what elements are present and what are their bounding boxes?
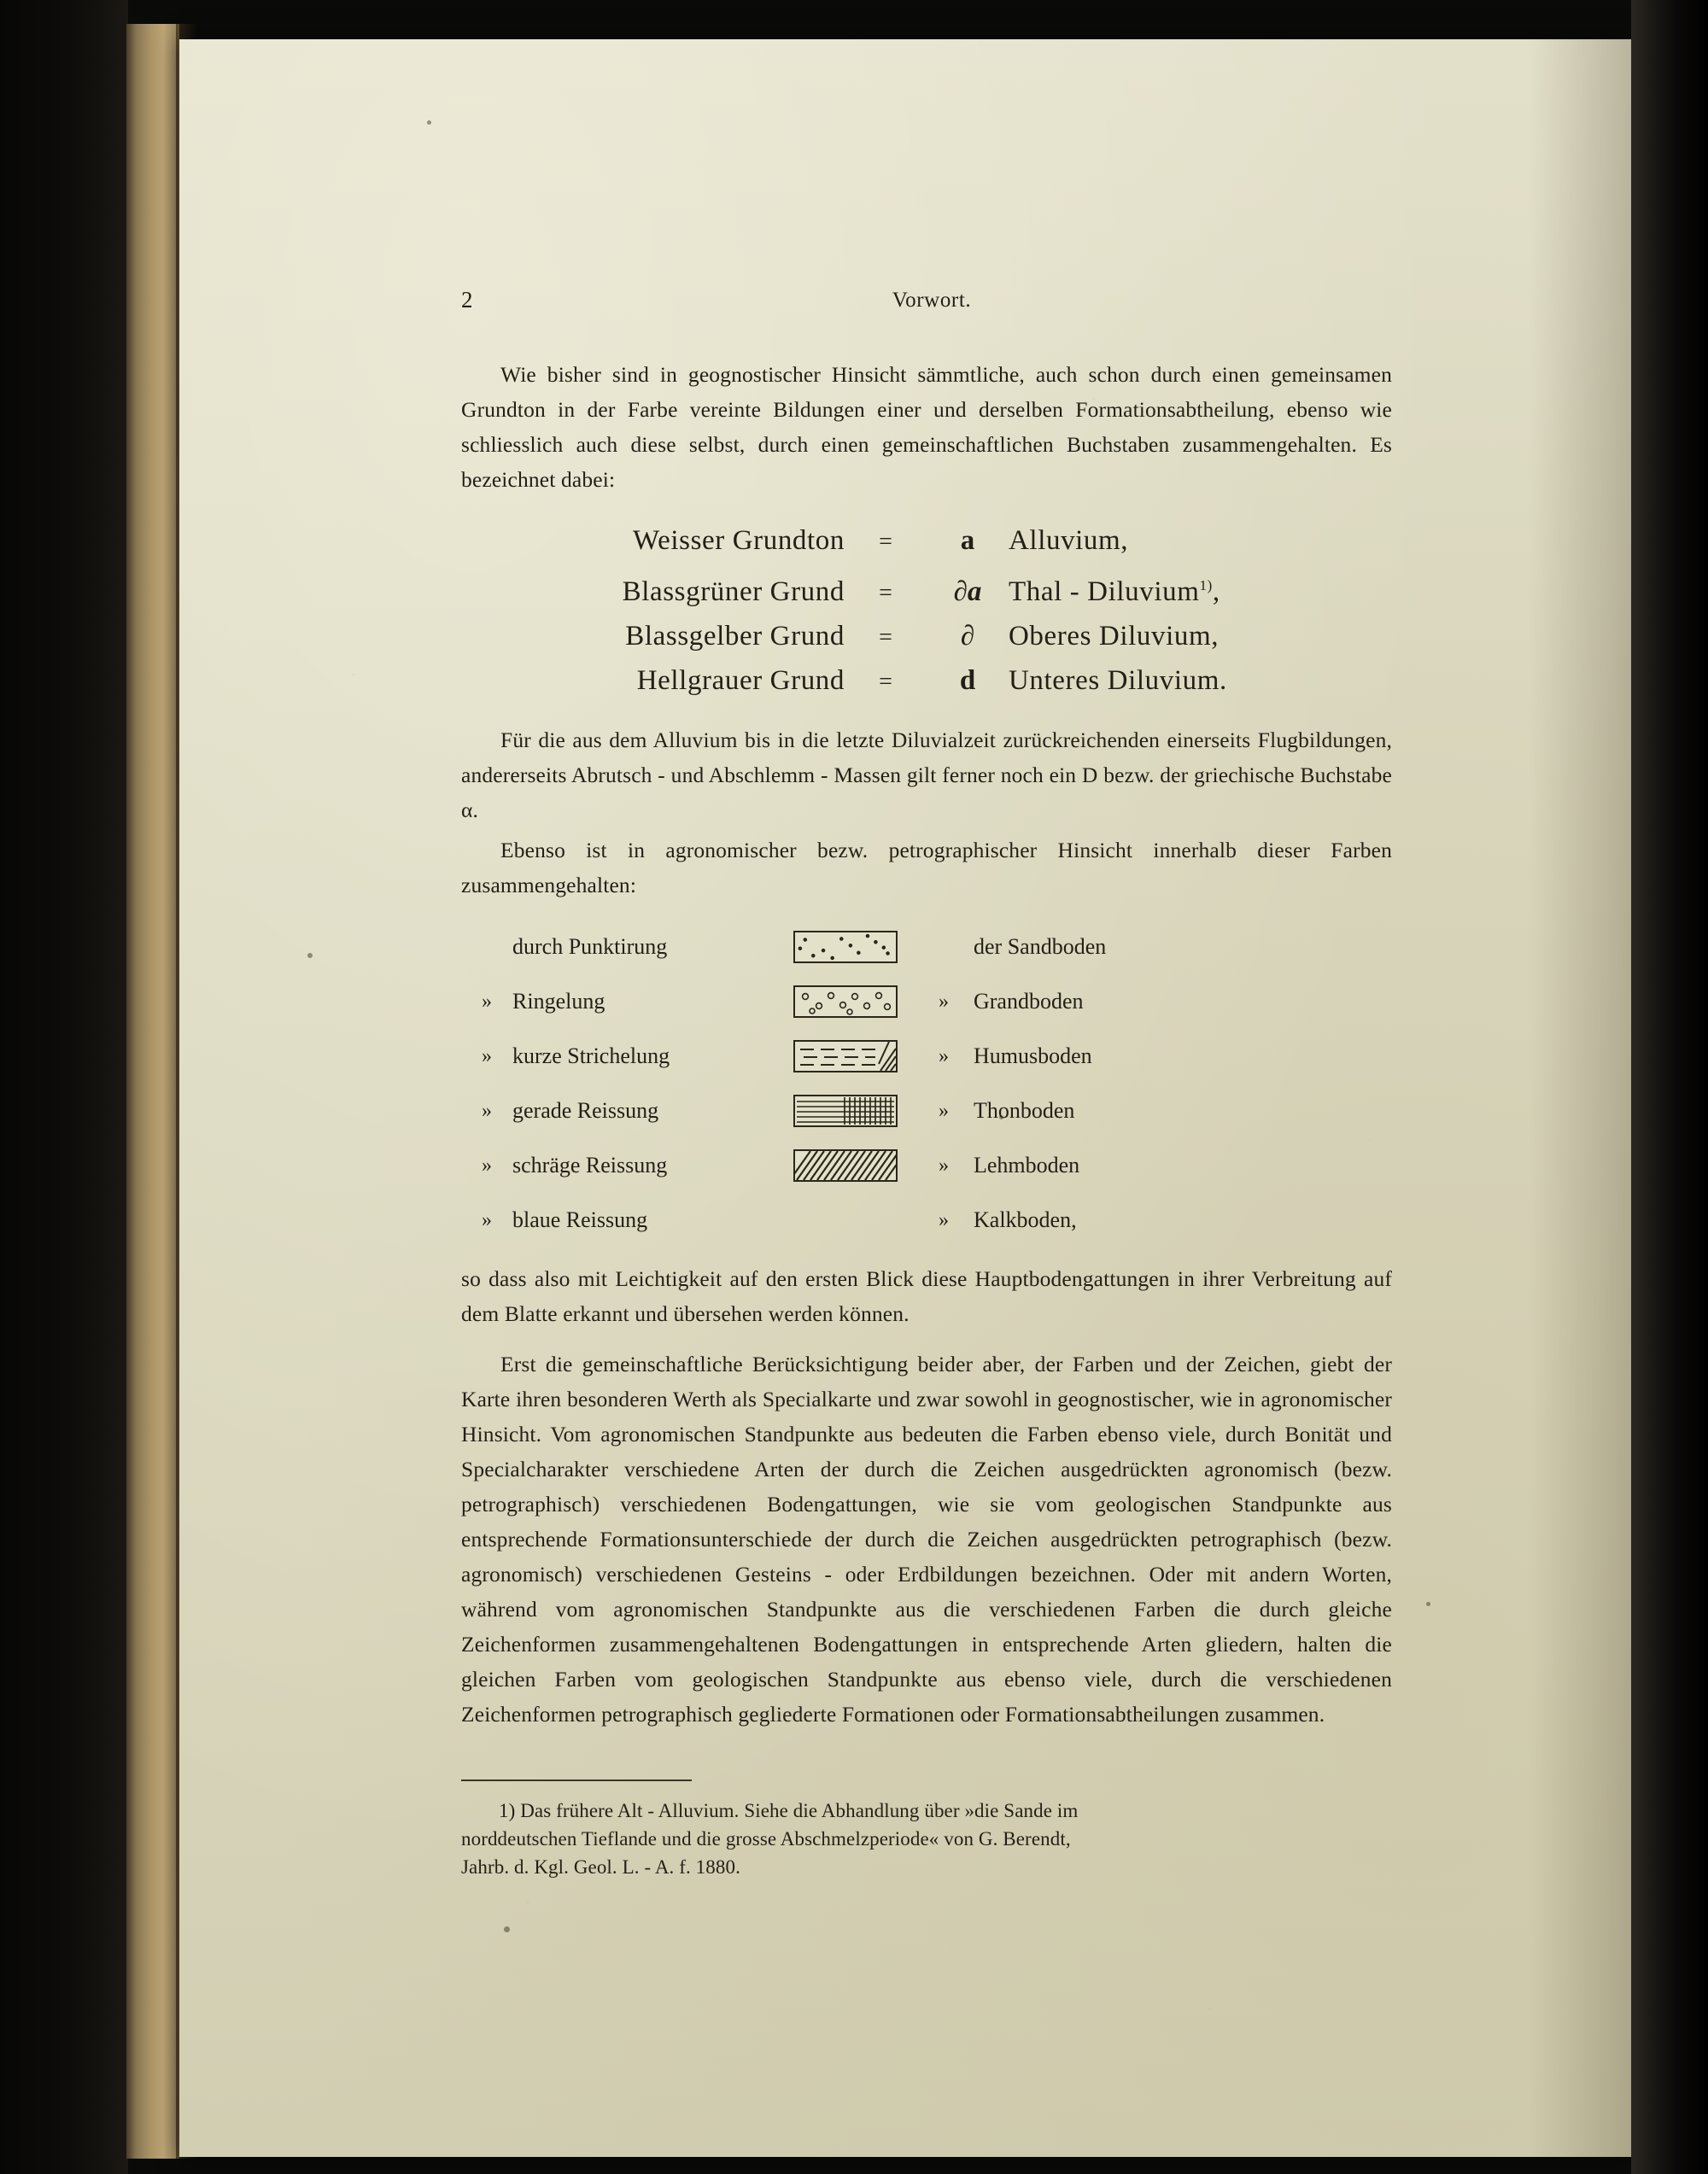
- legend-swatch: [777, 1095, 914, 1127]
- color-key-symbol: a: [960, 525, 975, 556]
- legend-ditto-mark: »: [939, 1208, 949, 1231]
- color-key-right-label: Unteres Diluvium.: [1009, 665, 1227, 696]
- paragraph-3: Ebenso ist in agronomischer bezw. petrographischer Hinsicht innerhalb dieser Farben zusammengehalten:: [461, 838, 1392, 897]
- vertical-lines-pattern-icon: [793, 1095, 898, 1127]
- page-title: Vorwort.: [892, 289, 972, 312]
- color-key-symbol: ∂: [960, 621, 975, 652]
- ink-speck: [307, 953, 313, 958]
- legend-ditto-mark: »: [482, 990, 492, 1013]
- legend-swatch: [777, 985, 914, 1018]
- footnote-separator: [461, 1780, 692, 1781]
- legend-ditto-mark: »: [482, 1154, 492, 1177]
- equals-sign: =: [879, 580, 892, 606]
- color-key-right-label: Oberes Diluvium,: [1009, 621, 1220, 652]
- legend-ditto-mark: »: [482, 1044, 492, 1067]
- legend-row: [461, 1138, 1392, 1193]
- equals-sign: =: [879, 669, 892, 695]
- rings-pattern-icon: [793, 985, 898, 1018]
- book-binding-strip: [126, 24, 179, 2159]
- color-key-row: [461, 564, 1392, 615]
- legend-soil-label: Thonboden: [974, 1098, 1075, 1123]
- legend-method-label: blaue Reissung: [512, 1207, 648, 1232]
- legend-ditto-mark: »: [482, 1208, 492, 1231]
- legend-method-label: durch Punktirung: [512, 934, 668, 959]
- legend-swatch: [777, 1149, 914, 1182]
- legend-soil-label: Grandboden: [974, 989, 1084, 1014]
- legend-soil-label: Lehmboden: [974, 1153, 1080, 1178]
- legend-row: [461, 1029, 1392, 1084]
- legend-row: [461, 920, 1392, 974]
- footnote-line-3: Jahrb. d. Kgl. Geol. L. - A. f. 1880.: [461, 1856, 740, 1878]
- ink-speck: [427, 120, 431, 125]
- color-key-block: [461, 519, 1392, 704]
- color-key-right-label: Thal - Diluvium: [1009, 576, 1200, 607]
- color-key-right: Thal - Diluvium$^{1)}$,: [1009, 576, 1220, 607]
- color-key-right-label: Alluvium,: [1009, 525, 1129, 556]
- ink-speck: [504, 1926, 510, 1932]
- legend-ditto-mark: »: [939, 990, 949, 1013]
- color-key-symbol: d: [959, 665, 976, 696]
- paragraph-1: Wie bisher sind in geognostischer Hinsicht sämmtliche, auch schon durch einen gemeinsamen Grundton in der Farbe vereinte Bildungen einer und derselben Formationsabtheilung, ebenso wie schliesslich auch diese selbst, durch einen gemeinschaftlichen Buchstaben zusammengehalten. Es bezeichnet dabei:: [461, 362, 1392, 492]
- color-key-right: [1009, 615, 1290, 658]
- soil-symbol-legend: [461, 920, 1392, 1248]
- equals-sign: =: [879, 624, 892, 651]
- page-edge-shading: [1529, 39, 1631, 2157]
- color-key-row: [461, 659, 1392, 704]
- legend-method-label: gerade Reissung: [512, 1098, 659, 1123]
- legend-row: [461, 1084, 1392, 1138]
- outer-page-edge: [1631, 0, 1708, 2174]
- color-key-right: [1009, 659, 1290, 703]
- color-key-row: [461, 519, 1392, 564]
- dots-pattern-icon: [793, 931, 898, 963]
- legend-ditto-mark: »: [939, 1044, 949, 1067]
- legend-soil-label: der Sandboden: [974, 934, 1107, 959]
- equals-sign: =: [879, 529, 892, 555]
- footnote-line-1: 1) Das frühere Alt - Alluvium. Siehe die Abhandlung über »die Sande im: [499, 1800, 1079, 1821]
- legend-method-label: Ringelung: [512, 989, 605, 1014]
- legend-swatch: [777, 931, 914, 963]
- legend-ditto-mark: »: [939, 1154, 949, 1177]
- color-key-left: Weisser Grundton: [633, 525, 845, 556]
- legend-swatch: [777, 1040, 914, 1072]
- legend-method-label: schräge Reissung: [512, 1153, 668, 1178]
- ink-speck: [1426, 1602, 1430, 1606]
- legend-ditto-mark: »: [482, 1099, 492, 1122]
- text-column: [461, 287, 1392, 1881]
- paragraph-5: Erst die gemeinschaftliche Berücksichtigung beider aber, der Farben und der Zeichen, giebt der Karte ihren besonderen Werth als Specialkarte und zwar sowohl in geognostischer, wie in agronomischer Hinsicht. Vom agronomischen Standpunkte aus bedeuten die Farben ebenso viele, durch Bonität und Specialcharakter verschiedene Arten der durch die Zeichen ausgedrückten agronomisch (bezw. petrographisch) verschiedenen Bodengattungen, wie sie vom geologischen Standpunkte aus entsprechende Formationsunterschiede der durch die Zeichen ausgedrückten petrographisch (bezw. agronomisch) verschiedenen Gesteins - oder Erdbildungen bezeichnen. Oder mit andern Worten, während vom agronomischen Standpunkte aus die verschiedenen Farben die durch gleiche Zeichenformen zusammengehaltenen Bodengattungen in entsprechende Arten gliedern, halten die gleichen Farben vom geologischen Standpunkte aus ebenso viele, durch die verschiedenen Zeichenformen petrographisch gegliederte Formationen oder Formationsabtheilungen zusammen.: [461, 1352, 1392, 1727]
- legend-method-label: kurze Strichelung: [512, 1043, 670, 1068]
- page-sheet: [179, 39, 1631, 2157]
- legend-row: [461, 1193, 1392, 1248]
- running-head: [461, 287, 1392, 321]
- footnote-marker: 1): [1199, 577, 1213, 593]
- color-key-symbol: ∂a: [953, 576, 982, 607]
- color-key-left: Blassgelber Grund: [625, 621, 845, 652]
- color-key-left: Hellgrauer Grund: [636, 665, 845, 696]
- legend-soil-label: Humusboden: [974, 1043, 1092, 1068]
- page-number: 2: [461, 287, 473, 313]
- paragraph-4: so dass also mit Leichtigkeit auf den ersten Blick diese Hauptbodengattungen in ihrer Verbreitung auf dem Blatte erkannt und übersehen werden können.: [461, 1266, 1392, 1326]
- legend-soil-label: Kalkboden,: [974, 1207, 1077, 1232]
- diagonal-lines-pattern-icon: [793, 1149, 898, 1182]
- color-key-right: [1009, 519, 1290, 563]
- color-key-left: Blassgrüner Grund: [622, 576, 845, 607]
- short-dashes-pattern-icon: [793, 1040, 898, 1072]
- legend-ditto-mark: »: [939, 1099, 949, 1122]
- legend-row: [461, 974, 1392, 1029]
- book-gutter-shadow: [0, 0, 128, 2174]
- color-key-row: [461, 615, 1392, 659]
- footnote-line-2: norddeutschen Tieflande und die grosse Abschmelzperiode« von G. Berendt,: [461, 1828, 1071, 1850]
- paragraph-2: Für die aus dem Alluvium bis in die letzte Diluvialzeit zurückreichenden einerseits Flugbildungen, andererseits Abrutsch - und Abschlemm - Massen gilt ferner noch ein D bezw. der griechische Buchstabe α.: [461, 728, 1392, 822]
